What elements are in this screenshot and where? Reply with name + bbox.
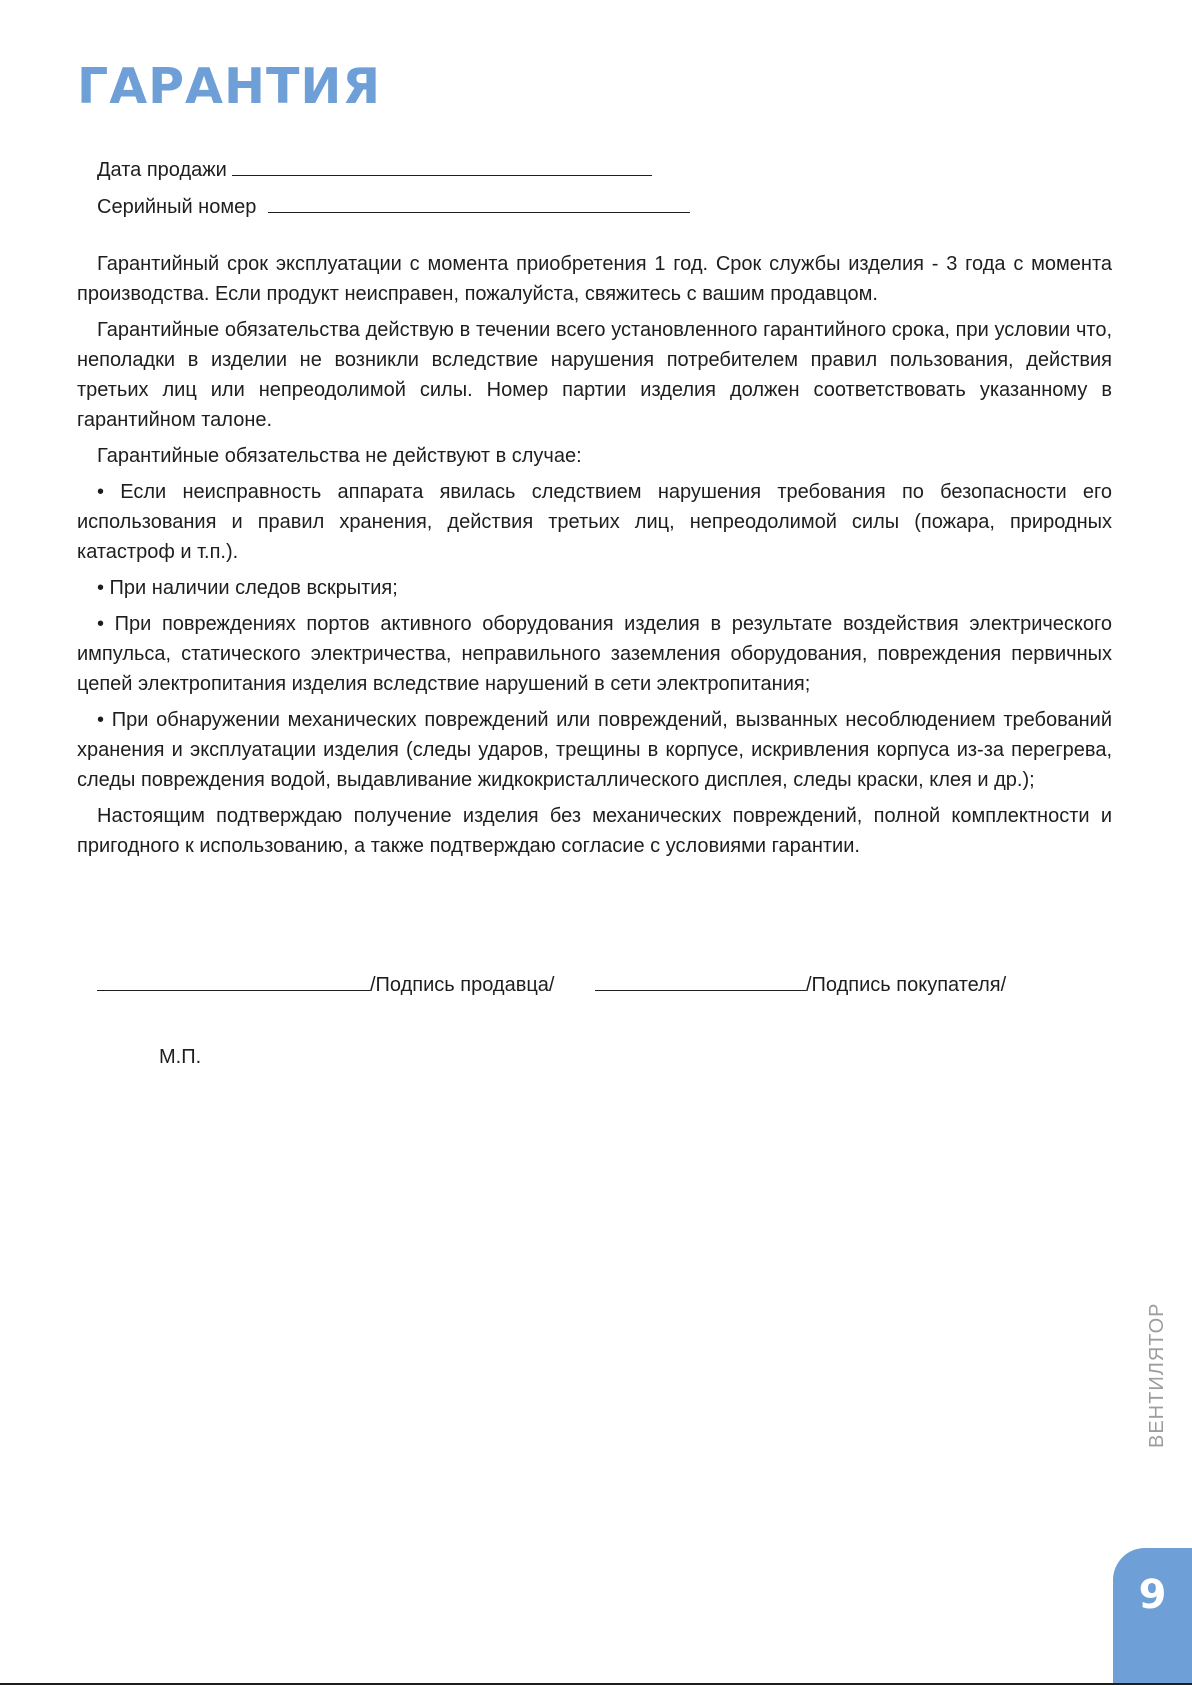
page-number: 9 (1138, 1572, 1167, 1618)
buyer-signature (595, 970, 1006, 997)
section-label: ВЕНТИЛЯТОР (1146, 1302, 1168, 1448)
bullet-item: • При наличии следов вскрытия; (97, 577, 398, 599)
serial-number-line (268, 194, 690, 213)
page-title: ГАРАНТИЯ (77, 58, 382, 115)
sale-date-line (232, 157, 652, 176)
sale-date-label: Дата продажи (97, 159, 227, 181)
bullet-item: • При обнаружении механических повреждений или повреждений, вызванных несоблюдением требований хранения и эксплуатации изделия (следы ударов, трещины в корпусе, искривления корпуса из-за перегрева, следы повреждения водой, выдавливание жидкокристаллического дисплея, следы краски, клея и др.); (77, 709, 1112, 791)
stamp-label: М.П. (159, 1046, 202, 1068)
buyer-signature-line (595, 970, 806, 991)
paragraph: Гарантийный срок эксплуатации с момента приобретения 1 год. Срок службы изделия - 3 года с момента производства. Если продукт неисправен, пожалуйста, свяжитесь с вашим продавцом. (77, 253, 1112, 305)
warranty-text (77, 249, 1112, 867)
paragraph: Гарантийные обязательства действую в течении всего установленного гарантийного срока, при условии что, неполадки в изделии не возникли вследствие нарушения потребителем правил пользования, действия третьих лиц или непреодолимой силы. Номер партии изделия должен соответствовать указанному в гарантийном талоне. (77, 319, 1112, 431)
seller-signature-label: /Подпись продавца/ (370, 974, 555, 996)
paragraph: Гарантийные обязательства не действуют в случае: (97, 445, 582, 467)
bullet-item: • Если неисправность аппарата явилась следствием нарушения требования по безопасности его использования и правил хранения, действия третьих лиц, непреодолимой силы (пожара, природных катастроф и т.п.). (77, 481, 1112, 563)
seller-signature (97, 970, 554, 997)
serial-number-field (97, 194, 690, 219)
serial-number-label: Серийный номер (97, 196, 257, 218)
buyer-signature-label: /Подпись покупателя/ (806, 974, 1007, 996)
seller-signature-line (97, 970, 370, 991)
bullet-item: • При повреждениях портов активного оборудования изделия в результате воздействия электрического импульса, статического электричества, неправильного заземления оборудования, повреждения первичных цепей электропитания изделия вследствие нарушений в сети электропитания; (77, 613, 1112, 695)
paragraph: Настоящим подтверждаю получение изделия без механических повреждений, полной комплектности и пригодного к использованию, а также подтверждаю согласие с условиями гарантии. (77, 805, 1112, 857)
page-number-tab (1113, 1548, 1192, 1685)
sale-date-field (97, 157, 652, 182)
